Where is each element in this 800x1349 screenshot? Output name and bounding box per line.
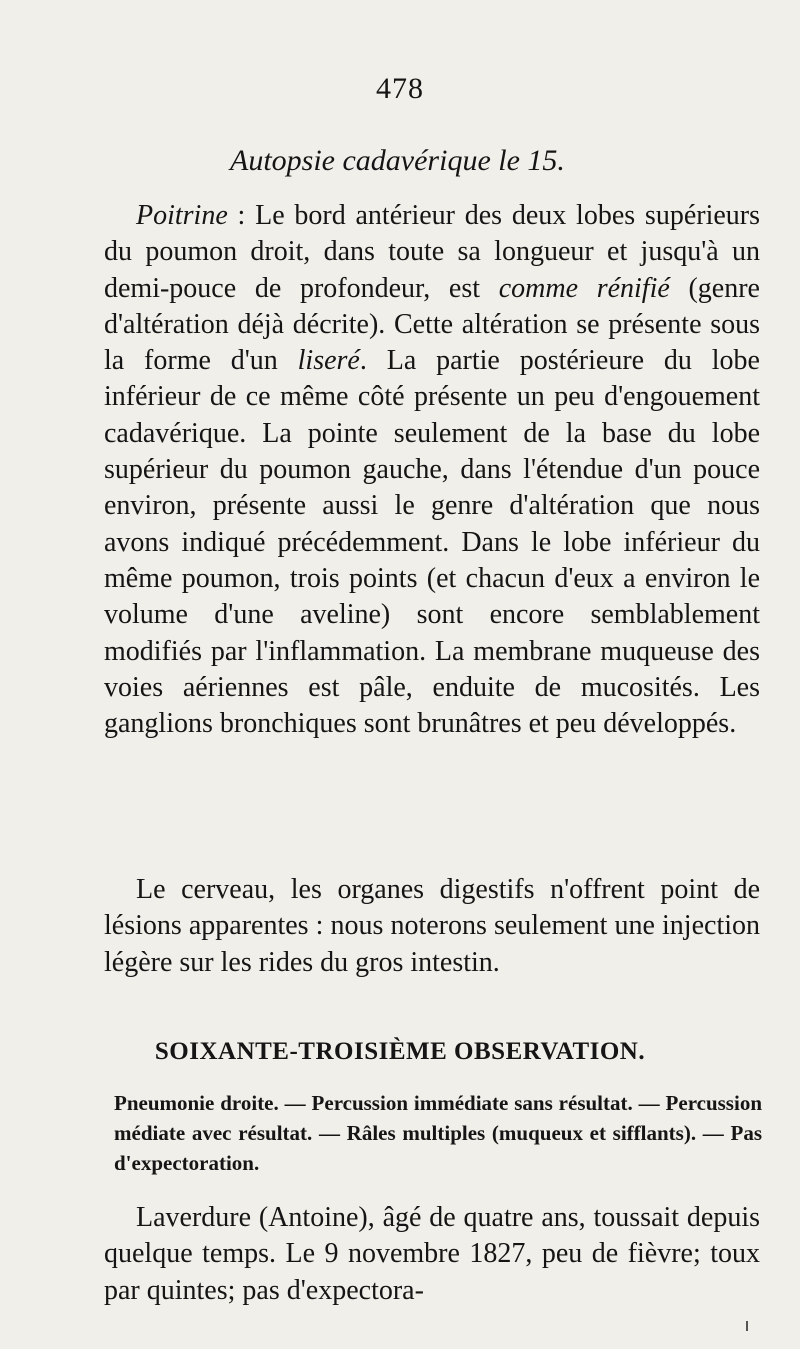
- paragraph-lead: Poitrine: [136, 200, 228, 231]
- observation-summary: Pneumonie droite. — Percussion immédiate sans résultat. — Percussion médiate avec résultat. — Râles multiples (muqueux et sifflants). — Pas d'expectoration.: [114, 1091, 762, 1175]
- paragraph-text-b: (genre d'altération déjà décrite). Cette altération se présente sous la forme d'un: [104, 272, 760, 377]
- paragraph-text-c: . La partie postérieure du lobe inférieur de ce même côté présente un peu d'engouement cadavérique. La pointe seulement de la base du lobe supérieur du poumon gauche, dans l'étendue d'un pouce environ, présente aussi le genre d'altération que nous avons indiqué précédemment. Dans le lobe inférieur du même poumon, trois points (et chacun d'eux a environ le volume d'une aveline) sont encore semblablement modifiés par l'inflammation. La membrane muqueuse des voies aériennes est pâle, enduite de mucosités. Les ganglions bronchiques sont brunâtres et peu développés.: [104, 345, 760, 740]
- paragraph-text-a: : Le bord antérieur des deux lobes supérieurs du poumon droit, dans toute sa longueur et jusqu'à un demi-pouce de profondeur, est: [104, 200, 760, 304]
- paragraph-italic-b: liseré: [297, 345, 360, 377]
- paragraph-thorax: [104, 198, 760, 742]
- paragraph-patient-text: Laverdure (Antoine), âgé de quatre ans, toussait depuis quelque temps. Le 9 novembre 1827, peu de fièvre; toux par quintes; pas d'expectora-: [104, 1202, 760, 1306]
- page-number: 478: [376, 72, 424, 105]
- observation-title: SOIXANTE-TROISIÈME OBSERVATION.: [154, 1038, 646, 1065]
- page-mark: [746, 1321, 748, 1331]
- paragraph-patient: [104, 1200, 760, 1309]
- paragraph-brain: [104, 872, 760, 981]
- paragraph-brain-text: Le cerveau, les organes digestifs n'offrent point de lésions apparentes : nous noterons seulement une injection légère sur les rides du gros intestin.: [104, 874, 760, 978]
- section-heading: Autopsie cadavérique le 15.: [230, 144, 565, 177]
- paragraph-italic-a: comme rénifié: [498, 272, 670, 304]
